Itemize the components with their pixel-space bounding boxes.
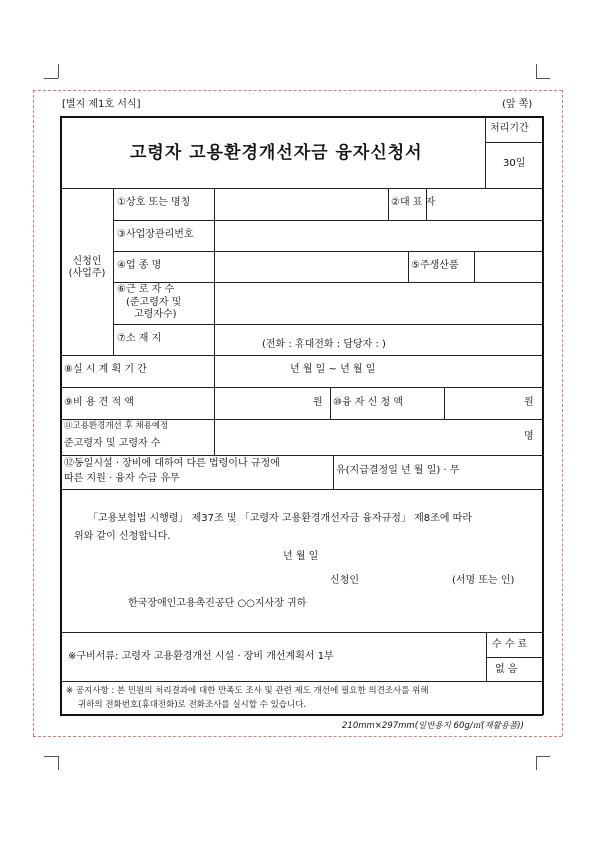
frame-bottom (60, 714, 543, 716)
row-divider (333, 455, 334, 489)
workers-label: ⑥근 로 자 수 (117, 284, 175, 295)
address-label: ⑦소 재 지 (117, 333, 162, 344)
product-divider-2 (474, 251, 475, 282)
other-support-label: ⑫동일시설 · 장비에 대하여 다른 법령이나 규정에 (64, 458, 280, 469)
section-line (60, 419, 543, 420)
fee-line (486, 657, 543, 658)
row-line (113, 251, 543, 252)
hire-sub-label: 준고령자 및 고령자 수 (64, 438, 161, 449)
attachments-text: ※구비서류: 고령자 고용환경개선 시설 · 장비 개선계획서 1부 (68, 651, 334, 662)
section-line (60, 455, 543, 456)
hire-unit: 명 (524, 431, 534, 442)
applicant-sign-label: 신청인 (330, 575, 359, 586)
processing-divider (485, 116, 486, 188)
applicant-group-label (62, 256, 112, 280)
processing-value: 30일 (503, 158, 526, 169)
row-line (113, 220, 543, 221)
row-divider (330, 387, 331, 419)
crop-mark-br-v (536, 756, 537, 770)
title-bottom-line (60, 188, 543, 189)
site-number-label: ③사업장관리번호 (117, 229, 194, 240)
page-guide-left (33, 90, 34, 736)
row-divider (214, 387, 215, 419)
other-support-value: 유(지급결정일 년 월 일) · 무 (336, 465, 460, 476)
plan-period-label: ⑧실 시 계 획 기 간 (64, 364, 147, 375)
hire-label: ⑪고용환경개선 후 채용예정 (64, 421, 169, 431)
recipient: 한국장애인고용촉진공단 ○○지사장 귀하 (128, 598, 307, 609)
crop-mark-tr-h (536, 78, 550, 79)
applicant-label-divider (214, 188, 215, 355)
frame-left (60, 116, 62, 715)
representative-label: ②대 표 자 (391, 197, 436, 208)
fee-value: 없 음 (495, 664, 518, 675)
crop-mark-bl-v (58, 756, 59, 770)
cost-unit: 원 (313, 397, 323, 408)
page-title: 고령자 고용환경개선자금 융자신청서 (130, 143, 423, 163)
loan-amount-unit: 원 (524, 397, 534, 408)
section-line (60, 681, 543, 682)
form-number: [별지 제1호 서식] (62, 99, 141, 110)
industry-label: ④업 종 명 (117, 260, 162, 271)
declaration-text-2: 위와 같이 신청합니다. (74, 531, 171, 542)
row-line (113, 324, 543, 325)
applicant-group-label-line: (사업주) (68, 268, 106, 279)
row-divider (444, 387, 445, 419)
section-line (60, 387, 543, 388)
cost-label: ⑨비 용 견 적 액 (64, 397, 134, 408)
section-line (60, 355, 543, 356)
crop-mark-tr-v (536, 64, 537, 78)
row-divider (214, 419, 215, 455)
section-line (60, 632, 543, 633)
paper-spec: 210mm×297mm(일반용지 60g/㎡(재활용품)) (342, 721, 524, 731)
processing-label: 처리기간 (490, 123, 529, 134)
rep-divider (388, 188, 389, 220)
notice-text-2: 귀하의 전화번호(휴대전화)로 전화조사를 실시할 수 있습니다. (78, 700, 307, 710)
loan-amount-label: ⑩융 자 신 청 액 (333, 397, 403, 408)
page-side: (앞 쪽) (502, 99, 533, 110)
frame-right (542, 116, 544, 715)
notice-text: ※ 공지사항 : 본 민원의 처리결과에 대한 만족도 조사 및 관련 제도 개선에 필요한 의견조사를 위해 (66, 686, 429, 696)
section-line (60, 489, 543, 490)
declaration-text: 「고용보험법 시행령」 제37조 및 「고령자 고용환경개선자금 융자규정」 제8조에 따라 (88, 513, 472, 524)
crop-mark-bl-h (44, 756, 58, 757)
page-guide-top (33, 90, 562, 91)
workers-sub-label: (준고령자 및 (126, 297, 182, 308)
business-name-label: ①상호 또는 명칭 (117, 197, 191, 208)
other-support-sub-label: 따른 지원 · 융자 수급 유무 (64, 473, 180, 484)
frame-top (60, 116, 543, 118)
signature-label: (서명 또는 인) (452, 575, 515, 586)
workers-sub-label: 고령자수) (134, 309, 177, 320)
address-contact: (전화 : 휴대전화 : 담당자 : ) (262, 339, 386, 350)
crop-mark-br-h (536, 756, 550, 757)
declaration-date: 년 월 일 (283, 551, 319, 562)
fee-label: 수 수 료 (492, 639, 528, 650)
applicant-group-divider (113, 188, 114, 355)
row-line (113, 282, 543, 283)
plan-period-value: 년 월 일 ~ 년 월 일 (290, 364, 376, 375)
page-guide-right (562, 90, 563, 736)
row-divider (214, 355, 215, 387)
processing-line (485, 142, 542, 143)
crop-mark-tl-v (58, 64, 59, 78)
crop-mark-tl-h (44, 78, 58, 79)
applicant-group-label-line: 신청인 (72, 256, 102, 267)
product-divider (408, 251, 409, 282)
main-product-label: ⑤주생산품 (411, 260, 459, 271)
page-guide-bottom (33, 736, 562, 737)
